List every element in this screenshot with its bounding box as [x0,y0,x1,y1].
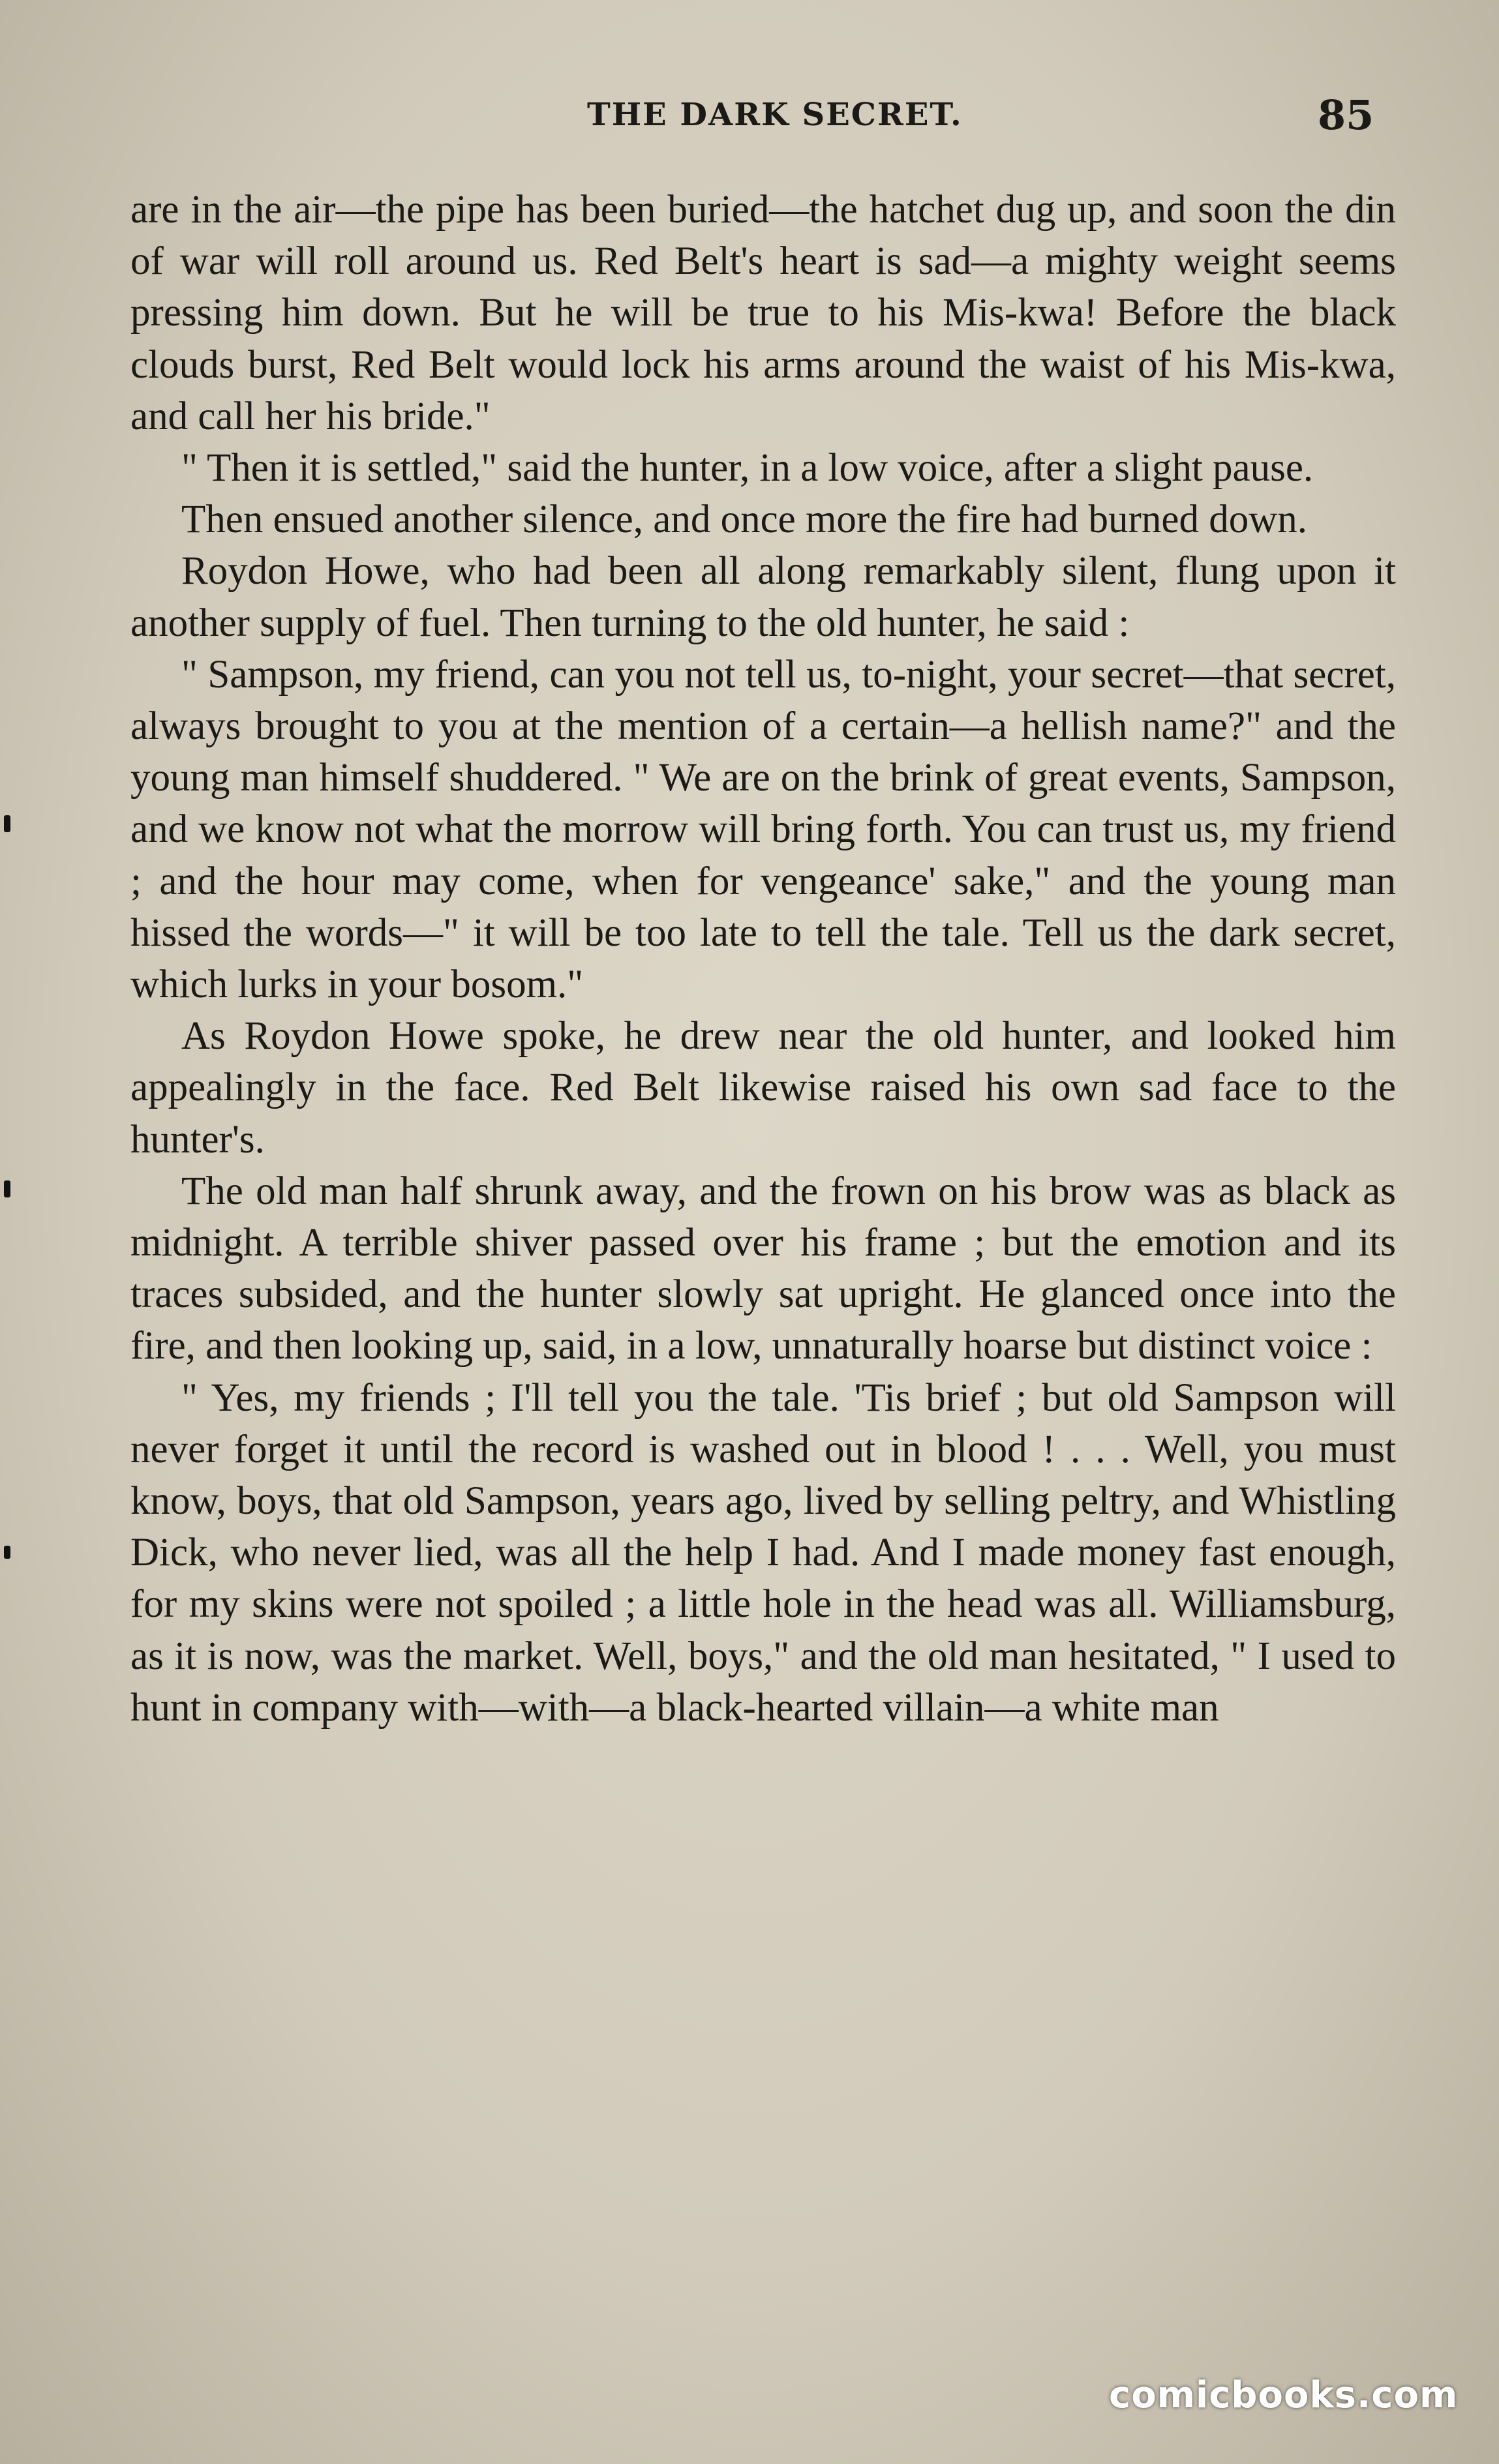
paragraph: are in the air—the pipe has been buried—the hatchet dug up, and soon the din of war will roll around us. Red Belt's heart is sad—a mighty weight seems pressing him down. But he will be true to his Mis-kwa! Before the black clouds burst, Red Belt would lock his arms around the waist of his Mis-kwa, and call her his bride." [130,188,1396,438]
watermark-text: comicbooks.com [1109,2374,1459,2416]
paragraph: " Sampson, my friend, can you not tell us, to-night, your secret—that secret, always brought to you at the mention of a certain—a hellish name?" and the young man himself shuddered. " We are on the brink of great events, Sampson, and we know not what the morrow will bring forth. You can trust us, my friend ; and the hour may come, when for vengeance' sake," and the young man hissed the words—" it will be too late to tell the tale. Tell us the dark secret, which lurks in your bosom." [130,652,1396,1007]
paragraph: " Then it is settled," said the hunter, in a low voice, after a slight pause. [181,446,1314,490]
paragraph: As Roydon Howe spoke, he drew near the old hunter, and looked him appealingly in the face. Red Belt likewise raised his own sad face to the hunter's. [130,1014,1396,1162]
paragraph: The old man half shrunk away, and the frown on his brow was as black as midnight. A terrible shiver passed over his frame ; but the emotion and its traces subsided, and the hunter slowly sat upright. He glanced once into the fire, and then looking up, said, in a low, unnaturally hoarse but distinct voice : [130,1169,1396,1368]
page-number: 85 [1318,91,1374,139]
page-edge-mark [4,815,10,832]
paragraph: " Yes, my friends ; I'll tell you the tale. 'Tis brief ; but old Sampson will never forget it until the record is washed out in blood ! . . . Well, you must know, boys, that old Sampson, years ago, lived by selling peltry, and Whistling Dick, who never lied, was all the help I had. And I made money fast enough, for my skins were not spoiled ; a little hole in the head was all. Williamsburg, as it is now, was the market. Well, boys," and the old man hesitated, " I used to hunt in company with—with—a black-hearted villain—a white man [130,1375,1396,1730]
running-head: THE DARK SECRET. [587,97,963,133]
page-edge-mark [4,1180,10,1197]
page-header [0,91,1499,139]
paragraph: Then ensued another silence, and once more the fire had burned down. [181,498,1307,542]
body-text [130,184,1396,1734]
page-edge-mark [4,1546,10,1559]
paragraph: Roydon Howe, who had been all along remarkably silent, flung upon it another supply of fuel. Then turning to the old hunter, he said : [130,549,1396,645]
